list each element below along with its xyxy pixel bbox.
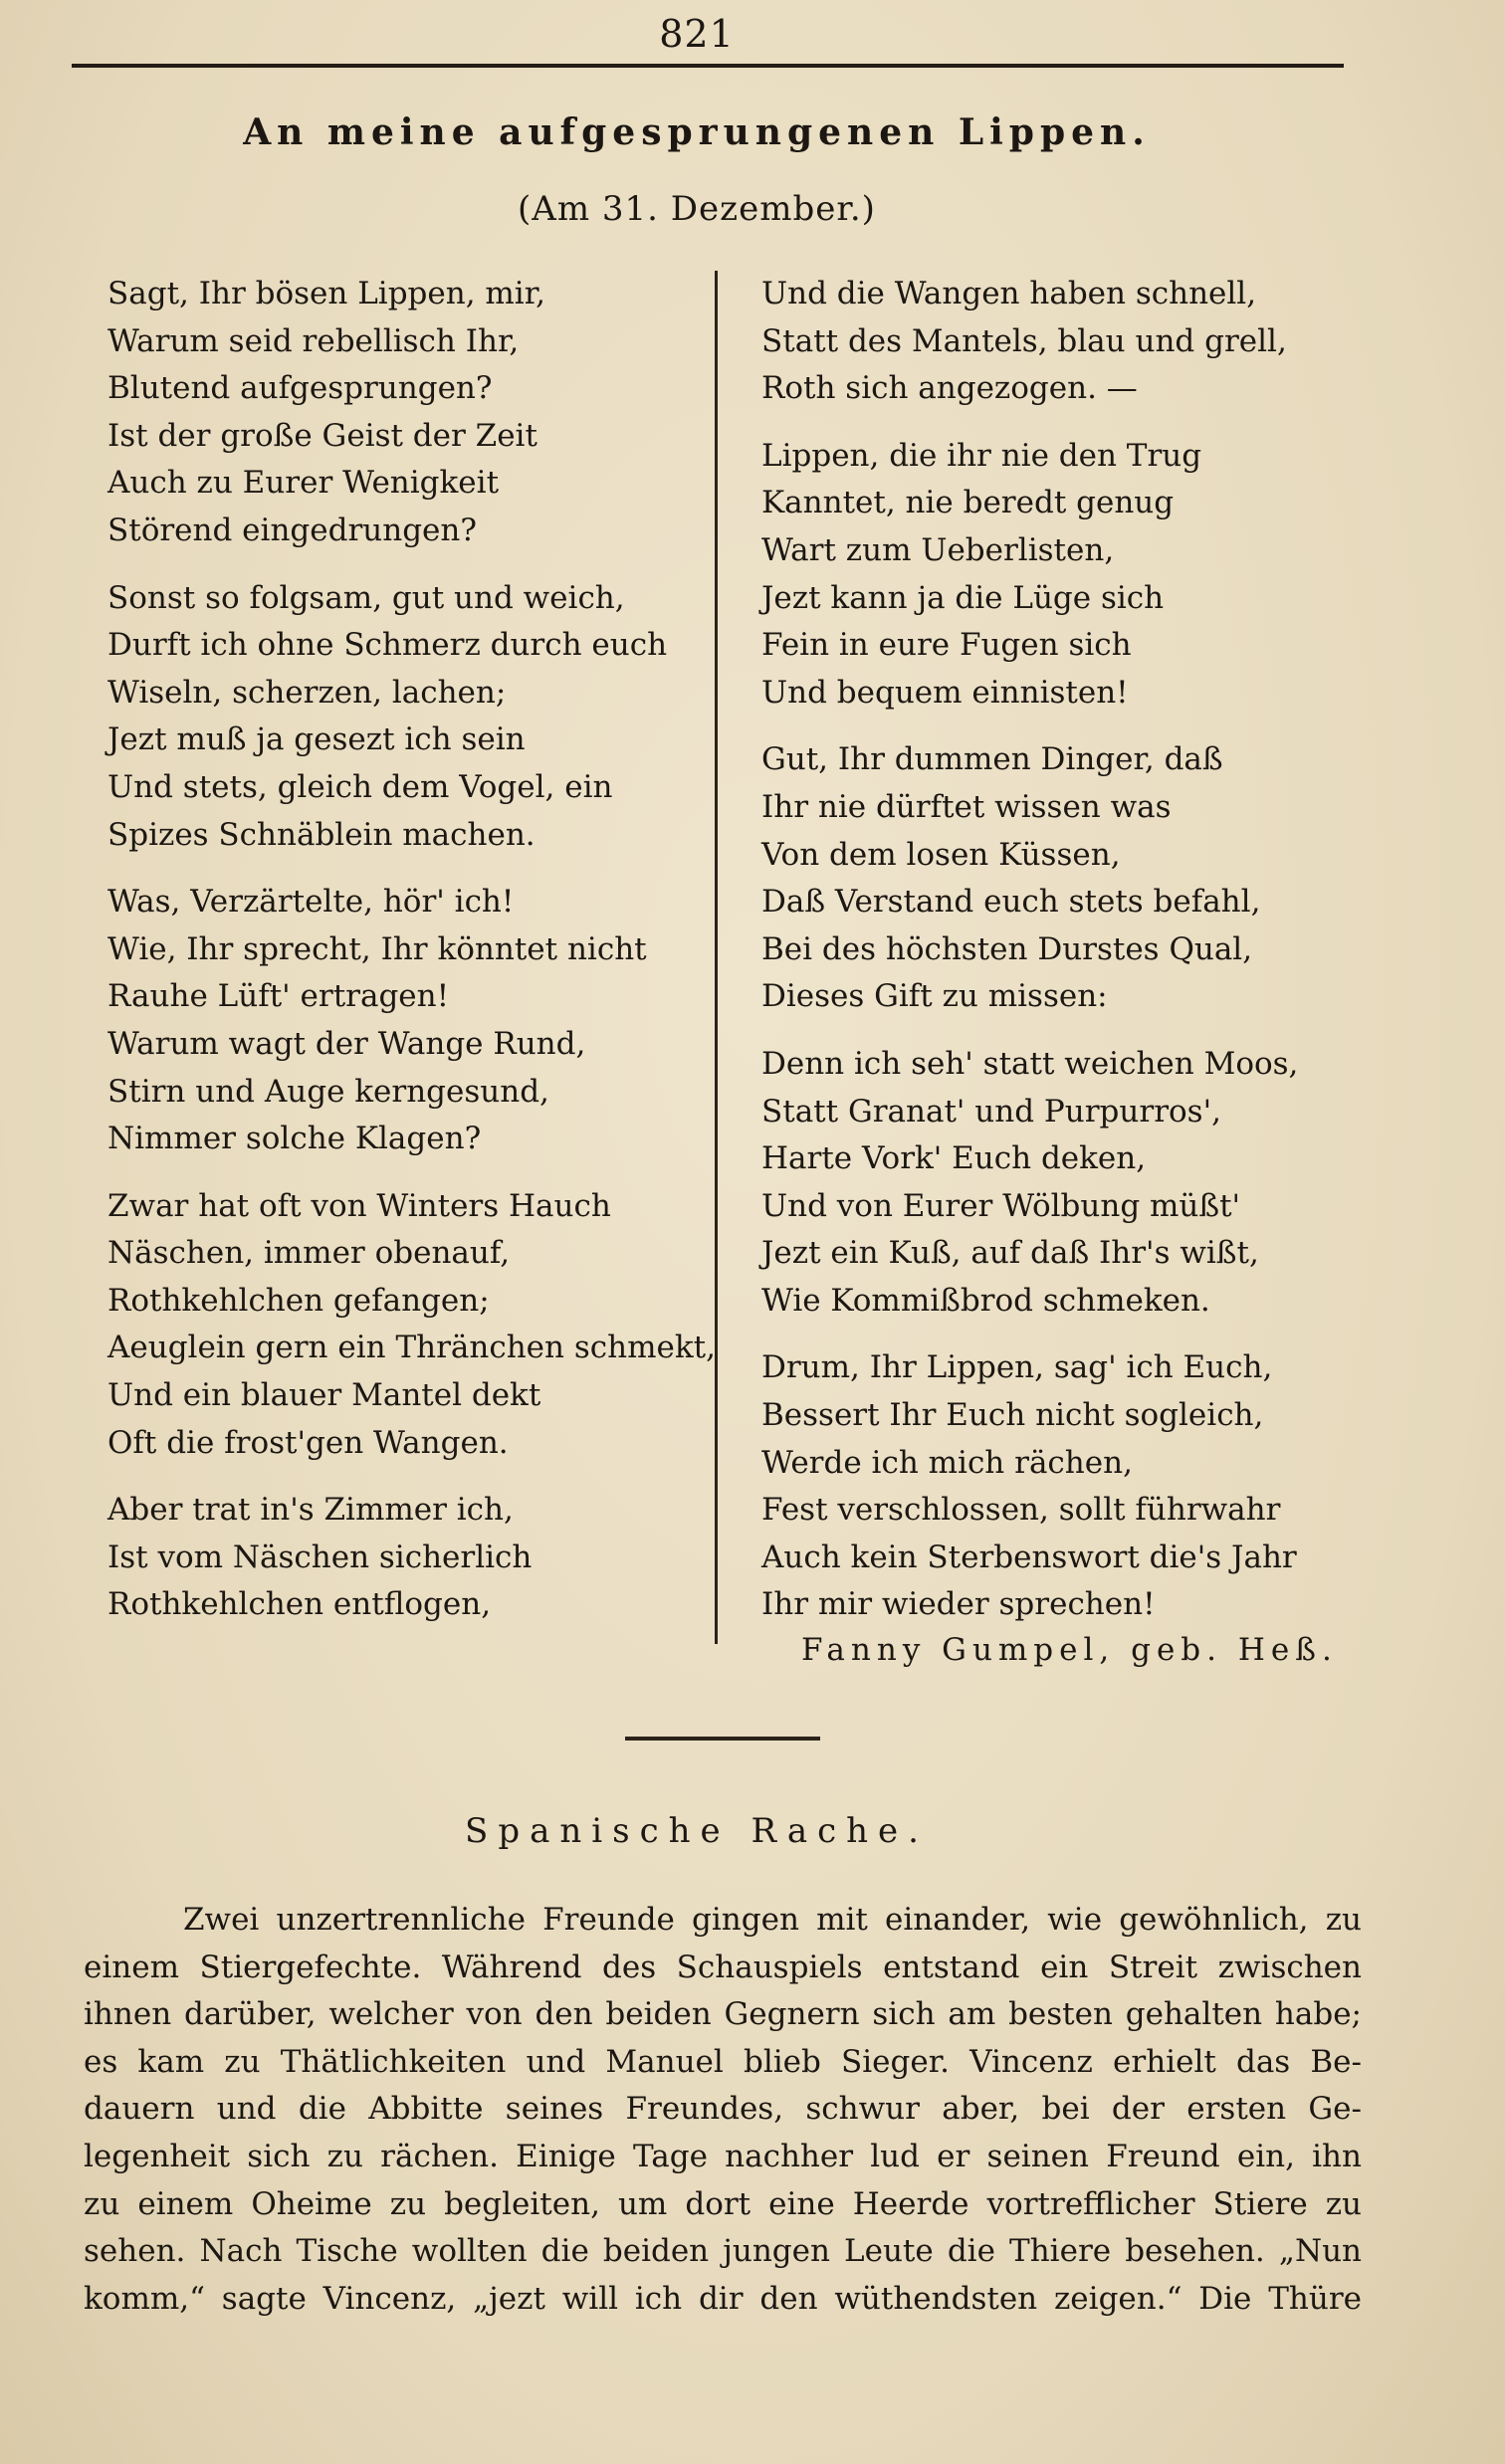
poem-line: Sagt, Ihr bösen Lippen, mir, bbox=[108, 276, 545, 311]
poem-line: Ihr mir wieder sprechen! bbox=[761, 1586, 1156, 1623]
poem-subtitle: (Am 31. Dezember.) bbox=[518, 189, 876, 229]
poem-line: Oft die frost'gen Wangen. bbox=[108, 1424, 509, 1461]
poem-line: Jezt muß ja gesezt ich sein bbox=[108, 721, 526, 758]
poem-title: An meine aufgesprungenen Lippen. bbox=[243, 111, 1151, 153]
poem-line: Dieses Gift zu missen: bbox=[761, 978, 1108, 1015]
poem-line: Und bequem einnisten! bbox=[761, 674, 1129, 711]
poem-line: Stirn und Auge kerngesund, bbox=[108, 1073, 549, 1110]
story-line: zu einem Oheime zu begleiten, um dort eine Heerde vortrefflicher Stiere zu bbox=[84, 2185, 1362, 2222]
poem-line: Kanntet, nie beredt genug bbox=[761, 485, 1175, 521]
poem-line: Wart zum Ueberlisten, bbox=[761, 531, 1115, 568]
poem-line: Ihr nie dürftet wissen was bbox=[761, 788, 1172, 825]
poem-line: Daß Verstand euch stets befahl, bbox=[761, 884, 1261, 921]
poem-line: Auch kein Sterbenswort die's Jahr bbox=[761, 1539, 1297, 1575]
story-line: dauern und die Abbitte seines Freundes, schwur aber, bei der ersten Ge- bbox=[84, 2091, 1362, 2128]
story-line: sehen. Nach Tische wollten die beiden jungen Leute die Thiere besehen. „Nun bbox=[84, 2233, 1362, 2270]
poem-line: Harte Vork' Euch deken, bbox=[761, 1140, 1147, 1177]
poem-signature: Fanny Gumpel, geb. Heß. bbox=[801, 1632, 1338, 1668]
story-body bbox=[84, 1897, 1362, 2323]
poem-line: Bei des höchsten Durstes Qual, bbox=[761, 930, 1253, 967]
story-line: Zwei unzertrennliche Freunde gingen mit einander, wie gewöhnlich, zu bbox=[183, 1902, 1362, 1938]
poem-line: Und stets, gleich dem Vogel, ein bbox=[108, 768, 613, 805]
column-divider bbox=[715, 271, 718, 1644]
poem-line: Denn ich seh' statt weichen Moos, bbox=[761, 1045, 1299, 1082]
poem-line: Spizes Schnäblein machen. bbox=[108, 816, 536, 853]
poem-line: Werde ich mich rächen, bbox=[761, 1444, 1133, 1481]
poem-line: Und die Wangen haben schnell, bbox=[761, 276, 1257, 311]
poem-line: Blutend aufgesprungen? bbox=[108, 370, 493, 407]
poem-line: Auch zu Eurer Wenigkeit bbox=[108, 465, 500, 502]
poem-stanza bbox=[761, 271, 1359, 413]
poem-line: Drum, Ihr Lippen, sag' ich Euch, bbox=[761, 1349, 1273, 1386]
story-line: legenheit sich zu rächen. Einige Tage nachher lud er seinen Freund ein, ihn bbox=[84, 2138, 1362, 2174]
poem-line: Rothkehlchen entflogen, bbox=[108, 1586, 492, 1623]
poem-line: Sonst so folgsam, gut und weich, bbox=[108, 579, 625, 616]
poem-line: Fein in eure Fugen sich bbox=[761, 627, 1132, 664]
poem-stanza bbox=[108, 879, 705, 1163]
poem-stanza bbox=[761, 1344, 1359, 1629]
story-line: komm,“ sagte Vincenz, „jezt will ich dir den wüthendsten zeigen.“ Die Thüre bbox=[84, 2280, 1362, 2317]
poem-line: Nimmer solche Klagen? bbox=[108, 1121, 482, 1157]
story-line: einem Stiergefechte. Während des Schauspiels entstand ein Streit zwischen bbox=[84, 1949, 1362, 1985]
poem-line: Durft ich ohne Schmerz durch euch bbox=[108, 627, 668, 664]
poem-line: Wie, Ihr sprecht, Ihr könntet nicht bbox=[108, 930, 647, 967]
poem-line: Statt des Mantels, blau und grell, bbox=[761, 322, 1287, 359]
poem-line: Ist der große Geist der Zeit bbox=[108, 417, 538, 454]
poem-line: Störend eingedrungen? bbox=[108, 512, 477, 548]
poem-left-column bbox=[108, 271, 716, 1649]
poem-line: Roth sich angezogen. — bbox=[761, 370, 1138, 407]
story-line: es kam zu Thätlichkeiten und Manuel blieb Sieger. Vincenz erhielt das Be- bbox=[84, 2043, 1362, 2080]
poem-stanza bbox=[108, 1183, 716, 1468]
poem-stanza bbox=[108, 1487, 705, 1629]
poem-line: Warum seid rebellisch Ihr, bbox=[108, 322, 520, 359]
poem-line: Gut, Ihr dummen Dinger, daß bbox=[761, 741, 1223, 778]
poem-line: Rothkehlchen gefangen; bbox=[108, 1282, 490, 1319]
poem-stanza bbox=[108, 271, 705, 555]
poem-line: Rauhe Lüft' ertragen! bbox=[108, 978, 450, 1015]
story-line: ihnen darüber, welcher von den beiden Gegnern sich am besten gehalten habe; bbox=[84, 1996, 1362, 2033]
poem-line: Bessert Ihr Euch nicht sogleich, bbox=[761, 1397, 1264, 1434]
poem-line: Jezt kann ja die Lüge sich bbox=[761, 579, 1165, 616]
poem-line: Was, Verzärtelte, hör' ich! bbox=[108, 884, 515, 921]
poem-line: Fest verschlossen, sollt führwahr bbox=[761, 1492, 1281, 1529]
poem-stanza bbox=[761, 1041, 1359, 1326]
poem-line: Jezt ein Kuß, auf daß Ihr's wißt, bbox=[761, 1235, 1259, 1272]
poem-stanza bbox=[761, 736, 1359, 1021]
poem-line: Und ein blauer Mantel dekt bbox=[108, 1377, 541, 1414]
poem-line: Statt Granat' und Purpurros', bbox=[761, 1093, 1221, 1129]
poem-line: Aeuglein gern ein Thränchen schmekt, bbox=[108, 1330, 716, 1366]
poem-right-column bbox=[761, 271, 1359, 1649]
poem-stanza bbox=[761, 433, 1359, 718]
poem-stanza bbox=[108, 575, 705, 860]
poem-line: Und von Eurer Wölbung müßt' bbox=[761, 1187, 1241, 1224]
poem-line: Wie Kommißbrod schmeken. bbox=[761, 1282, 1210, 1319]
poem-line: Aber trat in's Zimmer ich, bbox=[108, 1492, 514, 1529]
poem-line: Wiseln, scherzen, lachen; bbox=[108, 674, 507, 711]
section-divider bbox=[625, 1737, 820, 1741]
header-rule bbox=[72, 64, 1344, 68]
poem-line: Näschen, immer obenauf, bbox=[108, 1235, 511, 1272]
poem-line: Warum wagt der Wange Rund, bbox=[108, 1025, 586, 1062]
page-number: 821 bbox=[659, 12, 735, 56]
poem-line: Lippen, die ihr nie den Trug bbox=[761, 437, 1202, 474]
poem-line: Von dem losen Küssen, bbox=[761, 836, 1121, 873]
poem-line: Ist vom Näschen sicherlich bbox=[108, 1539, 533, 1575]
story-title: Spanische Rache. bbox=[465, 1811, 929, 1851]
poem-line: Zwar hat oft von Winters Hauch bbox=[108, 1187, 611, 1224]
